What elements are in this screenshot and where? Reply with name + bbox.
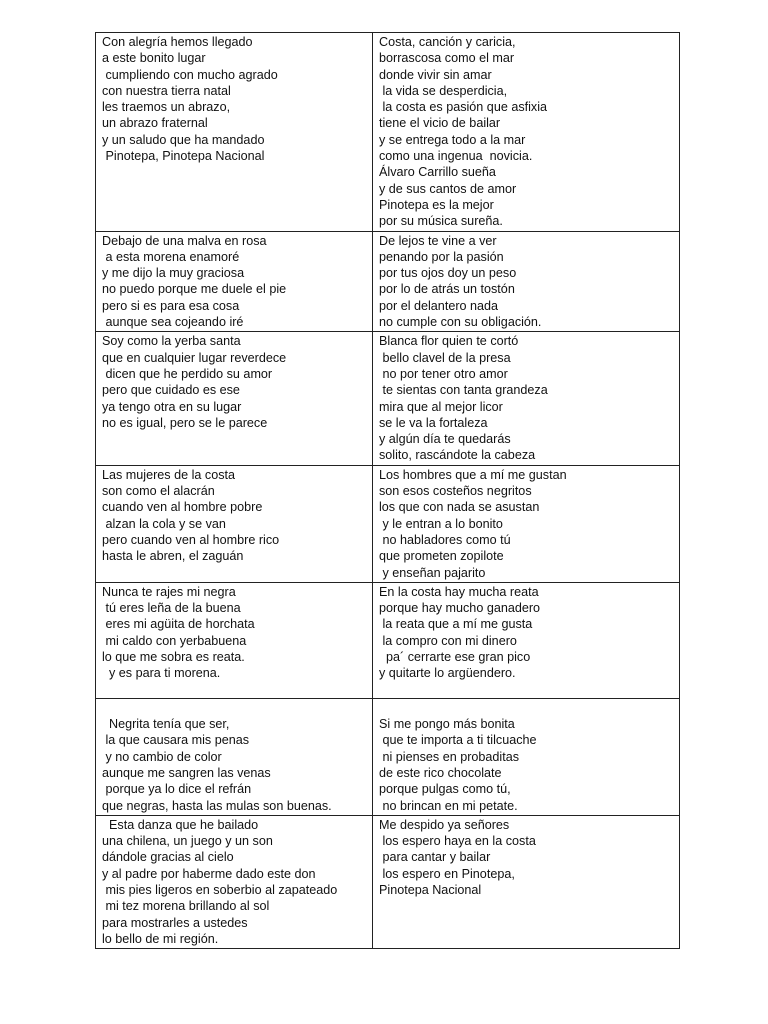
verse-line: bello clavel de la presa bbox=[379, 350, 511, 365]
verse-line: que negras, hasta las mulas son buenas. bbox=[102, 798, 332, 813]
verse-line: solito, rascándote la cabeza bbox=[379, 448, 536, 463]
verse-line: una chilena, un juego y un son bbox=[102, 834, 273, 849]
verse-line: y quitarte lo argüendero. bbox=[379, 666, 516, 681]
verse-line: y es para ti morena. bbox=[102, 666, 221, 681]
verse-line: Nunca te rajes mi negra bbox=[102, 584, 236, 599]
verse-line: no cumple con su obligación. bbox=[379, 315, 542, 330]
table-row bbox=[96, 815, 680, 948]
verse-line: mi tez morena brillando al sol bbox=[102, 899, 270, 914]
verse-line: mis pies ligeros en soberbio al zapateado bbox=[102, 883, 338, 898]
verse-line: De lejos te vine a ver bbox=[379, 233, 497, 248]
table-row bbox=[96, 465, 680, 582]
verse-line: porque ya lo dice el refrán bbox=[102, 782, 252, 797]
verse-line: para cantar y bailar bbox=[379, 850, 491, 865]
verse-line: mi caldo con yerbabuena bbox=[102, 633, 247, 648]
verse-line: y enseñan pajarito bbox=[379, 565, 486, 580]
verse-line: pero si es para esa cosa bbox=[102, 298, 240, 313]
verse-line: no puedo porque me duele el pie bbox=[102, 282, 287, 297]
table-row bbox=[96, 33, 680, 232]
verse-line: cuando ven al hombre pobre bbox=[102, 500, 263, 515]
verse-line: los espero haya en la costa bbox=[379, 834, 536, 849]
verse-line: Me despido ya señores bbox=[379, 817, 510, 832]
verse-cell-left bbox=[96, 698, 373, 815]
verse-line: Con alegría hemos llegado bbox=[102, 35, 253, 49]
verse-line: a este bonito lugar bbox=[102, 51, 206, 66]
verse-line: no habladores como tú bbox=[379, 532, 511, 547]
verse-line: te sientas con tanta grandeza bbox=[379, 383, 548, 398]
verse-line: la que causara mis penas bbox=[102, 733, 250, 748]
verse-line: y me dijo la muy graciosa bbox=[102, 266, 245, 281]
verse-line: por lo de atrás un tostón bbox=[379, 282, 515, 297]
verse-line: por el delantero nada bbox=[379, 298, 499, 313]
verse-line: hasta le abren, el zaguán bbox=[102, 549, 244, 564]
verse-line: aunque me sangren las venas bbox=[102, 765, 271, 780]
verse-cell-left bbox=[96, 465, 373, 582]
verse-line: la vida se desperdicia, bbox=[379, 83, 508, 98]
table-row bbox=[96, 332, 680, 465]
verse-line: no es igual, pero se le parece bbox=[102, 415, 268, 430]
verse-line: tiene el vicio de bailar bbox=[379, 116, 501, 131]
verse-line: penando por la pasión bbox=[379, 249, 504, 264]
verse-line: donde vivir sin amar bbox=[379, 67, 492, 82]
verse-line: son como el alacrán bbox=[102, 484, 215, 499]
verse-line: por su música sureña. bbox=[379, 214, 503, 229]
verse-line: que te importa a ti tilcuache bbox=[379, 733, 537, 748]
verse-line: En la costa hay mucha reata bbox=[379, 584, 539, 599]
verse-line: ya tengo otra en su lugar bbox=[102, 399, 242, 414]
verse-line: Álvaro Carrillo sueña bbox=[379, 165, 496, 180]
verse-line: Pinotepa, Pinotepa Nacional bbox=[102, 149, 265, 164]
verse-line: y se entrega todo a la mar bbox=[379, 132, 526, 147]
verse-cell-left bbox=[96, 33, 373, 232]
verse-line: y al padre por haberme dado este don bbox=[102, 866, 316, 881]
verse-line: porque pulgas como tú, bbox=[379, 782, 511, 797]
verse-line: pa´ cerrarte ese gran pico bbox=[379, 649, 531, 664]
verse-line: borrascosa como el mar bbox=[379, 51, 515, 66]
table-row bbox=[96, 698, 680, 815]
verse-cell-left bbox=[96, 231, 373, 332]
verse-cell-right bbox=[373, 698, 680, 815]
verse-cell-left bbox=[96, 582, 373, 698]
verse-cell-right bbox=[373, 332, 680, 465]
verses-table bbox=[95, 32, 680, 949]
verse-line: mira que al mejor licor bbox=[379, 399, 503, 414]
verse-line bbox=[379, 700, 679, 716]
verse-line: y algún día te quedarás bbox=[379, 432, 511, 447]
verse-line: y de sus cantos de amor bbox=[379, 181, 517, 196]
verse-line: dicen que he perdido su amor bbox=[102, 366, 273, 381]
verse-line: Los hombres que a mí me gustan bbox=[379, 467, 567, 482]
verse-line: dándole gracias al cielo bbox=[102, 850, 234, 865]
verse-line: Soy como la yerba santa bbox=[102, 334, 241, 349]
verse-cell-right bbox=[373, 33, 680, 232]
verse-line: cumpliendo con mucho agrado bbox=[102, 67, 278, 82]
verse-line: los que con nada se asustan bbox=[379, 500, 540, 515]
verse-line: a esta morena enamoré bbox=[102, 249, 240, 264]
verse-line: y le entran a lo bonito bbox=[379, 516, 503, 531]
verse-line: Si me pongo más bonita bbox=[379, 717, 515, 732]
verse-cell-left bbox=[96, 815, 373, 948]
verse-line: de este rico chocolate bbox=[379, 765, 502, 780]
verse-cell-right bbox=[373, 582, 680, 698]
verse-line: son esos costeños negritos bbox=[379, 484, 532, 499]
verse-line: lo bello de mi región. bbox=[102, 931, 219, 946]
table-row bbox=[96, 582, 680, 698]
verse-line: Pinotepa Nacional bbox=[379, 883, 482, 898]
verse-line: la compro con mi dinero bbox=[379, 633, 517, 648]
verse-line: Debajo de una malva en rosa bbox=[102, 233, 267, 248]
verse-line: lo que me sobra es reata. bbox=[102, 649, 245, 664]
verse-line: tú eres leña de la buena bbox=[102, 601, 241, 616]
verse-line: como una ingenua novicia. bbox=[379, 149, 533, 164]
verse-line: la costa es pasión que asfixia bbox=[379, 100, 548, 115]
verse-cell-right bbox=[373, 815, 680, 948]
verse-line bbox=[102, 700, 372, 716]
verse-line: Esta danza que he bailado bbox=[102, 817, 259, 832]
verse-cell-left bbox=[96, 332, 373, 465]
verse-line: con nuestra tierra natal bbox=[102, 83, 231, 98]
verse-line: Costa, canción y caricia, bbox=[379, 35, 516, 49]
verse-line: pero cuando ven al hombre rico bbox=[102, 532, 280, 547]
verse-line: alzan la cola y se van bbox=[102, 516, 226, 531]
verse-line: y no cambio de color bbox=[102, 749, 222, 764]
verse-line: se le va la fortaleza bbox=[379, 415, 488, 430]
verse-line: les traemos un abrazo, bbox=[102, 100, 231, 115]
verse-line: para mostrarles a ustedes bbox=[102, 915, 248, 930]
verse-line: pero que cuidado es ese bbox=[102, 383, 240, 398]
verse-line: eres mi agüita de horchata bbox=[102, 617, 255, 632]
verse-line: no brincan en mi petate. bbox=[379, 798, 518, 813]
verse-line: Las mujeres de la costa bbox=[102, 467, 236, 482]
verse-line: que en cualquier lugar reverdece bbox=[102, 350, 287, 365]
verse-line: ni pienses en probaditas bbox=[379, 749, 520, 764]
verse-line: Pinotepa es la mejor bbox=[379, 197, 494, 212]
verse-line: por tus ojos doy un peso bbox=[379, 266, 517, 281]
verse-line: Negrita tenía que ser, bbox=[102, 717, 230, 732]
verse-line: Blanca flor quien te cortó bbox=[379, 334, 519, 349]
verse-line: y un saludo que ha mandado bbox=[102, 132, 265, 147]
verse-line: la reata que a mí me gusta bbox=[379, 617, 533, 632]
verse-cell-right bbox=[373, 231, 680, 332]
verse-line: que prometen zopilote bbox=[379, 549, 504, 564]
table-row bbox=[96, 231, 680, 332]
verse-line: porque hay mucho ganadero bbox=[379, 601, 541, 616]
verse-line: aunque sea cojeando iré bbox=[102, 315, 244, 330]
verse-line: un abrazo fraternal bbox=[102, 116, 208, 131]
verse-line: los espero en Pinotepa, bbox=[379, 866, 515, 881]
verse-cell-right bbox=[373, 465, 680, 582]
verse-line: no por tener otro amor bbox=[379, 366, 508, 381]
